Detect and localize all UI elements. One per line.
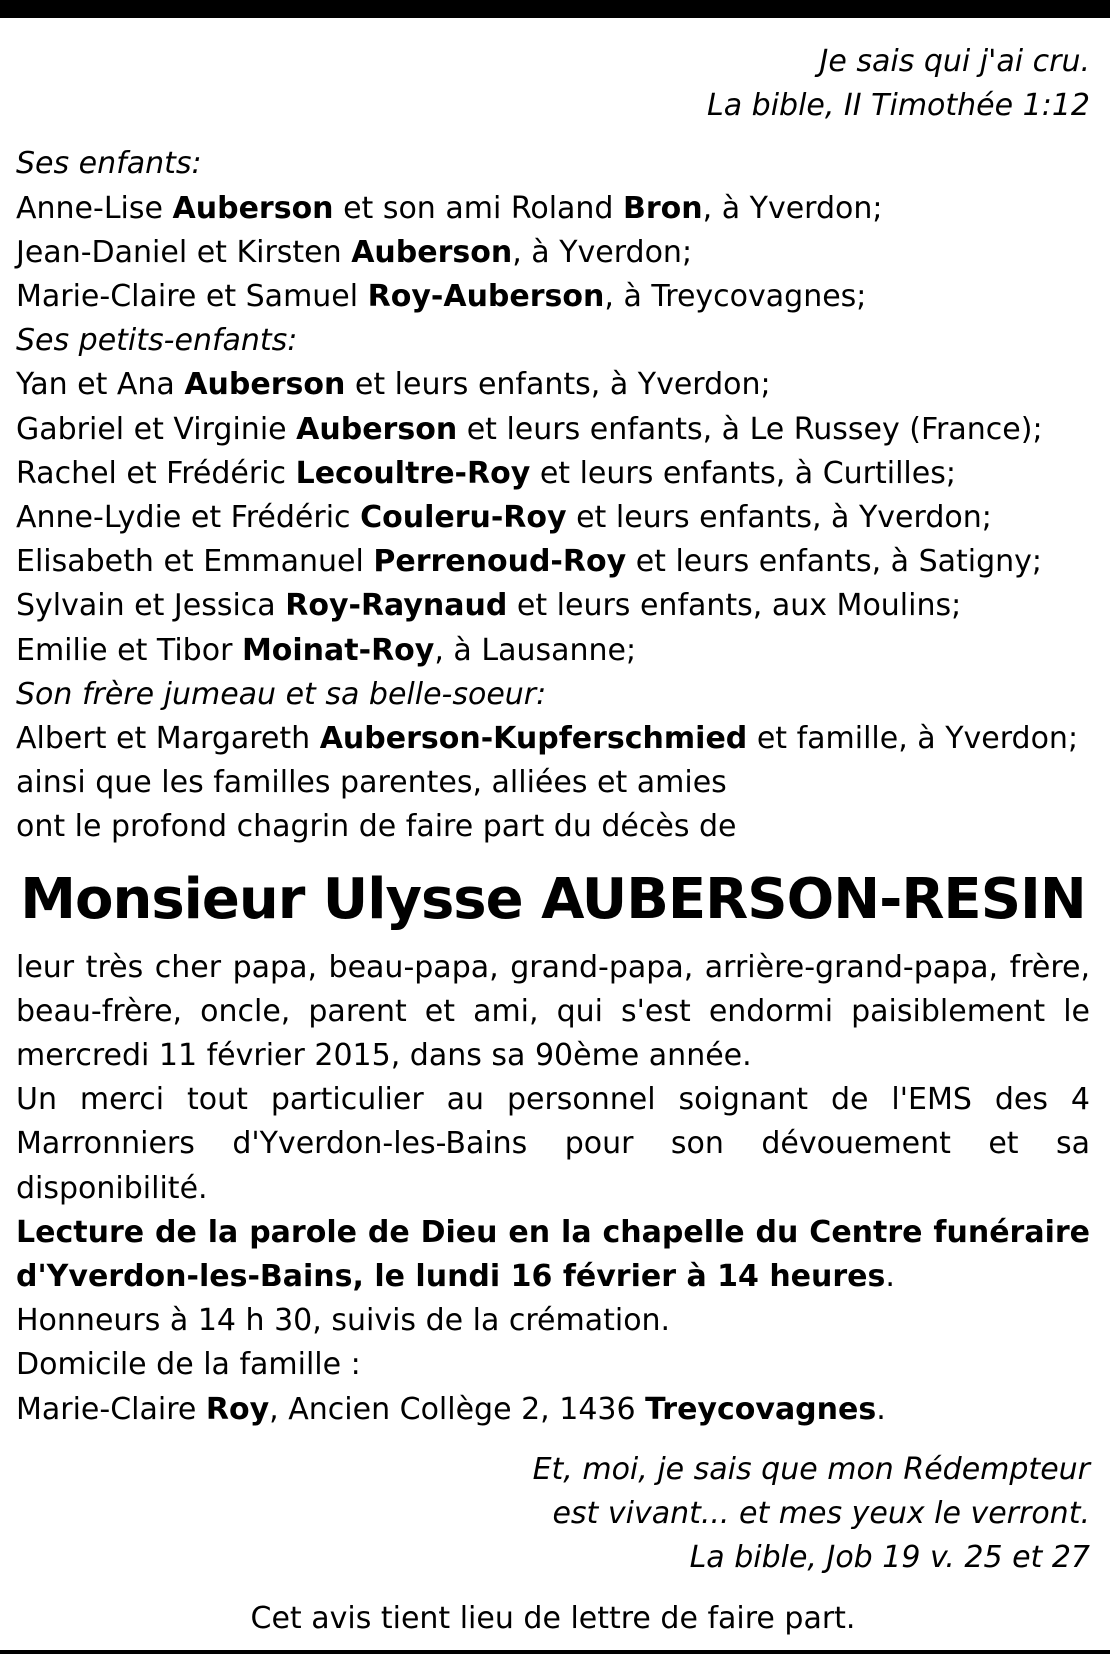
family-line: Jean-Daniel et Kirsten Auberson, à Yverdon; [16,234,693,270]
top-rule [0,0,1110,18]
grandchildren-heading: Ses petits-enfants: [16,323,298,359]
epigraph-bottom-line: Et, moi, je sais que mon Rédempteur [532,1451,1090,1487]
family-line: Anne-Lydie et Frédéric Couleru-Roy et leurs enfants, à Yverdon; [16,500,992,536]
family-line: Gabriel et Virginie Auberson et leurs enfants, à Le Russey (France); [16,411,1043,447]
bottom-rule [0,1650,1110,1654]
description-paragraph: leur très cher papa, beau-papa, grand-papa, arrière-grand-papa, frère, beau-frère, oncle, parent et ami, qui s'est endormi paisiblement le mercredi 11 février 2015, dans sa 90ème année. [16,949,1090,1074]
deceased-name: Monsieur Ulysse AUBERSON-RESIN [20,866,1086,932]
honours-line: Honneurs à 14 h 30, suivis de la crémation. [16,1303,671,1339]
family-line: Yan et Ana Auberson et leurs enfants, à Yverdon; [16,367,771,403]
family-line: Elisabeth et Emmanuel Perrenoud-Roy et leurs enfants, à Satigny; [16,544,1043,580]
family-line: Anne-Lise Auberson et son ami Roland Bron, à Yverdon; [16,190,883,226]
family-line: Rachel et Frédéric Lecoultre-Roy et leurs enfants, à Curtilles; [16,455,956,491]
family-line: Emilie et Tibor Moinat-Roy, à Lausanne; [16,632,637,668]
obituary-notice [16,40,1090,1641]
family-line: Marie-Claire et Samuel Roy-Auberson, à Treycovagnes; [16,279,867,315]
epigraph-bottom-source: La bible, Job 19 v. 25 et 27 [689,1540,1090,1576]
family-line: Albert et Margareth Auberson-Kupferschmied et famille, à Yverdon; [16,721,1079,757]
closing-line: ainsi que les familles parentes, alliées et amies [16,765,727,801]
domicile-label: Domicile de la famille : [16,1347,361,1383]
epigraph-top-source: La bible, II Timothée 1:12 [707,88,1090,124]
family-line: Sylvain et Jessica Roy-Raynaud et leurs enfants, aux Moulins; [16,588,962,624]
epigraph-bottom-line: est vivant... et mes yeux le verront. [552,1496,1090,1532]
closing-line: ont le profond chagrin de faire part du décès de [16,809,737,845]
thanks-paragraph: Un merci tout particulier au personnel soignant de l'EMS des 4 Marronniers d'Yverdon-les-Bains pour son dévouement et sa disponibilité. [16,1082,1090,1206]
ceremony-paragraph: Lecture de la parole de Dieu en la chapelle du Centre funéraire d'Yverdon-les-Bains, le lundi 16 février à 14 heures. [16,1214,1090,1295]
footer-note: Cet avis tient lieu de lettre de faire part. [250,1600,856,1636]
children-heading: Ses enfants: [16,146,202,182]
domicile-address: Marie-Claire Roy, Ancien Collège 2, 1436 Treycovagnes. [16,1391,886,1427]
epigraph-top-line: Je sais qui j'ai cru. [819,44,1090,79]
twin-heading: Son frère jumeau et sa belle-soeur: [16,676,547,712]
